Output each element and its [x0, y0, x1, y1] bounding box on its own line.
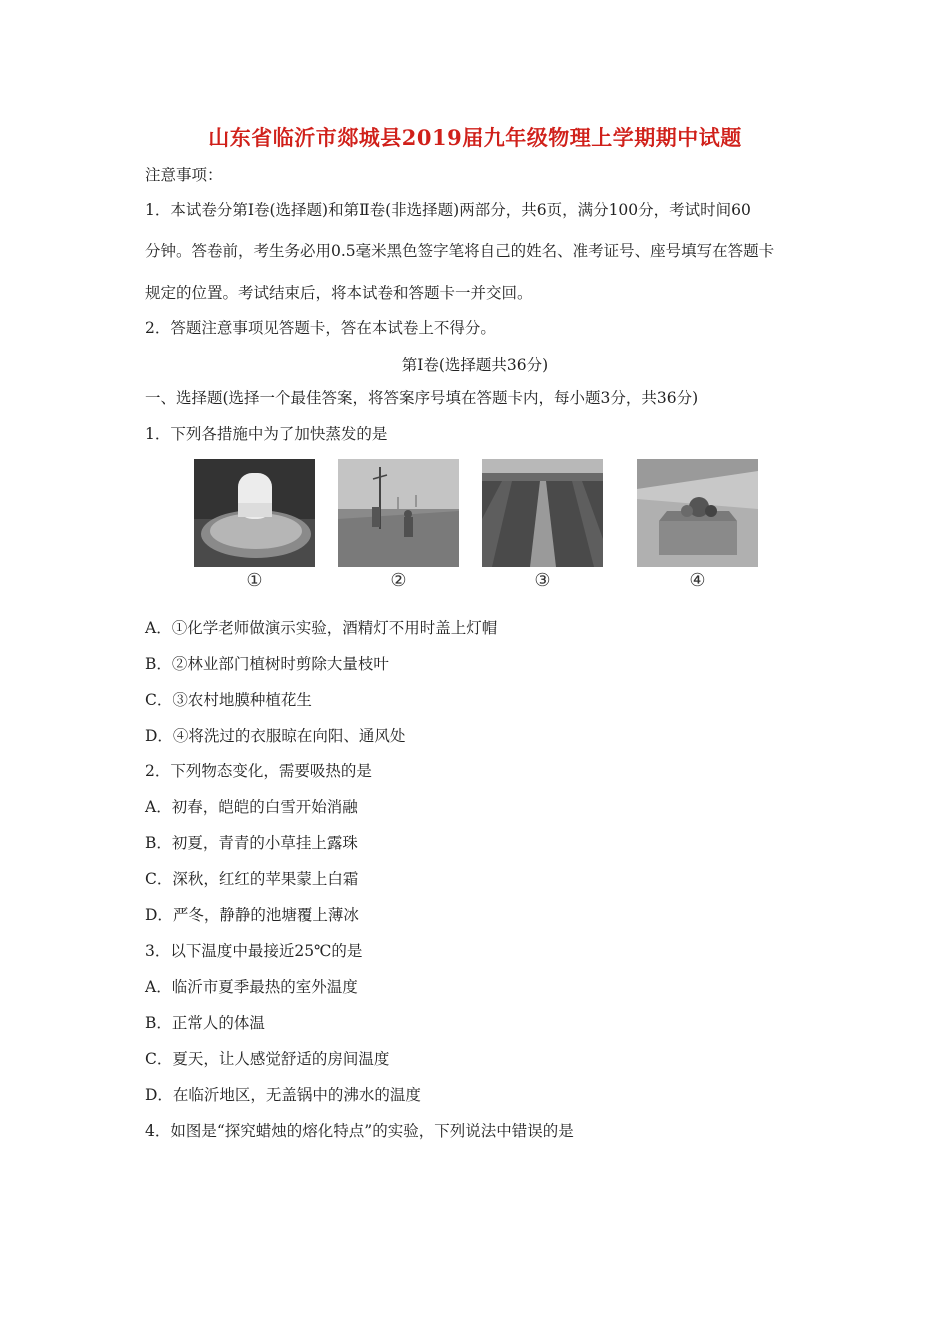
- section-title: 第Ⅰ卷(选择题共36分): [401, 356, 549, 374]
- question-3-option-a: A．临沂市夏季最热的室外温度: [145, 978, 358, 996]
- alcohol-lamp-photo: [194, 459, 315, 567]
- exam-title: 山东省临沂市郯城县2019届九年级物理上学期期中试题: [208, 125, 742, 150]
- question-3-option-b: B．正常人的体温: [145, 1014, 265, 1032]
- notice-1-line-1: 1．本试卷分第Ⅰ卷(选择题)和第Ⅱ卷(非选择题)两部分，共6页，满分100分，考试时间60: [145, 201, 751, 219]
- photo-label-2: ②: [390, 570, 407, 591]
- question-4-stem: 4．如图是“探究蜡烛的熔化特点”的实验，下列说法中错误的是: [145, 1122, 574, 1140]
- question-2-option-b: B．初夏，青青的小草挂上露珠: [145, 834, 358, 852]
- tree-planting-photo: [338, 459, 459, 567]
- notice-2: 2．答题注意事项见答题卡，答在本试卷上不得分。: [145, 319, 496, 337]
- notice-heading: 注意事项：: [145, 166, 223, 184]
- part-1-instructions: 一、选择题(选择一个最佳答案，将答案序号填在答题卡内，每小题3分，共36分): [145, 389, 699, 407]
- photo-label-1: ①: [246, 570, 263, 591]
- question-2-option-d: D．严冬，静静的池塘覆上薄冰: [145, 906, 359, 924]
- question-1-option-d: D．④将洗过的衣服晾在向阳、通风处: [145, 727, 406, 745]
- film-field-photo: [482, 459, 603, 567]
- question-1-stem: 1．下列各措施中为了加快蒸发的是: [145, 425, 388, 443]
- question-1-option-b: B．②林业部门植树时剪除大量枝叶: [145, 655, 389, 673]
- question-1-option-c: C．③农村地膜种植花生: [145, 691, 312, 709]
- laundry-basket-photo: [637, 459, 758, 567]
- photo-label-4: ④: [689, 570, 706, 591]
- question-2-option-c: C．深秋，红红的苹果蒙上白霜: [145, 870, 359, 888]
- notice-1-line-3: 规定的位置。考试结束后，将本试卷和答题卡一并交回。: [145, 284, 533, 302]
- photo-label-3: ③: [534, 570, 551, 591]
- question-3-option-d: D．在临沂地区，无盖锅中的沸水的温度: [145, 1086, 421, 1104]
- question-2-option-a: A．初春，皑皑的白雪开始消融: [145, 798, 358, 816]
- notice-1-line-2: 分钟。答卷前，考生务必用0.5毫米黑色签字笔将自己的姓名、准考证号、座号填写在答题卡: [145, 242, 775, 260]
- question-2-stem: 2．下列物态变化，需要吸热的是: [145, 762, 372, 780]
- question-3-stem: 3．以下温度中最接近25℃的是: [145, 942, 363, 960]
- question-3-option-c: C．夏天，让人感觉舒适的房间温度: [145, 1050, 390, 1068]
- question-1-option-a: A．①化学老师做演示实验，酒精灯不用时盖上灯帽: [145, 619, 498, 637]
